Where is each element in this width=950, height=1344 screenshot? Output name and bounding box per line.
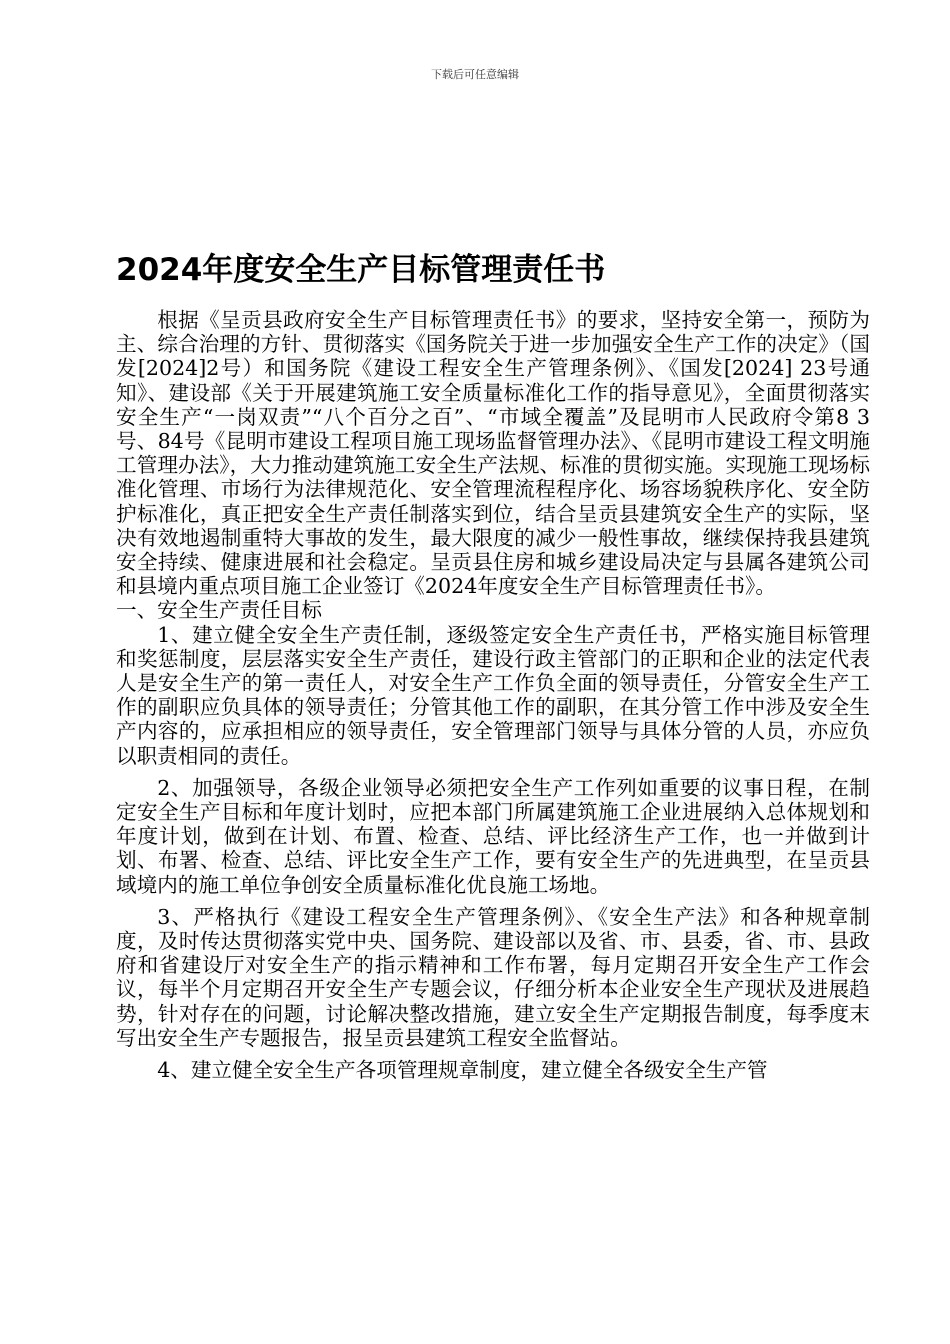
item-paragraph-2: 2、加强领导，各级企业领导必须把安全生产工作列如重要的议事日程，在制定安全生产目标和年度计划时，应把本部门所属建筑施工企业进展纳入总体规划和年度计划，做到在计划、布置、检查、总结、评比经济生产工作，也一并做到计划、布署、检查、总结、评比安全生产工作，要有安全生产的先进典型，在呈贡县域境内的施工单位争创安全质量标准化优良施工场地。 bbox=[116, 775, 870, 897]
item-paragraph-3: 3、严格执行《建设工程安全生产管理条例》、《安全生产法》和各种规章制度，及时传达贯彻落实党中央、国务院、建设部以及省、市、县委，省、市、县政府和省建设厅对安全生产的指示精神和工作布署，每月定期召开安全生产工作会议，每半个月定期召开安全生产专题会议，仔细分析本企业安全生产现状及进展趋势，针对存在的问题，讨论解决整改措施，建立安全生产定期报告制度，每季度末写出安全生产专题报告，报呈贡县建筑工程安全监督站。 bbox=[116, 904, 870, 1050]
document-body bbox=[116, 250, 870, 1082]
intro-paragraph: 根据《呈贡县政府安全生产目标管理责任书》的要求，坚持安全第一，预防为主、综合治理的方针、贯彻落实《国务院关于进一步加强安全生产工作的决定》（国发[2024]2号）和国务院《建设工程安全生产管理条例》、《国发[2024] 23号通知》、建设部《关于开展建筑施工安全质量标准化工作的指导意见》，全面贯彻落实安全生产“一岗双责”“八个百分之百”、“市域全覆盖”及昆明市人民政府令第8 3号、84号《昆明市建设工程项目施工现场监督管理办法》、《昆明市建设工程文明施工管理办法》，大力推动建筑施工安全生产法规、标准的贯彻实施。实现施工现场标准化管理、市场行为法律规范化、安全管理流程程序化、场容场貌秩序化、安全防护标准化，真正把安全生产责任制落实到位，结合呈贡县建筑安全生产的实际，坚决有效地遏制重特大事故的发生，最大限度的减少一般性事故，继续保持我县建筑安全持续、健康进展和社会稳定。呈贡县住房和城乡建设局决定与县属各建筑公司和县境内重点项目施工企业签订《2024年度安全生产目标管理责任书》。 bbox=[116, 308, 870, 599]
item-paragraph-4: 4、建立健全安全生产各项管理规章制度，建立健全各级安全生产管 bbox=[157, 1058, 768, 1083]
item-paragraph-1: 1、建立健全安全生产责任制，逐级签定安全生产责任书，严格实施目标管理和奖惩制度，层层落实安全生产责任，建设行政主管部门的正职和企业的法定代表人是安全生产的第一责任人，对安全生产工作负全面的领导责任，分管安全生产工作的副职应负具体的领导责任；分管其他工作的副职，在其分管工作中涉及安全生产内容的，应承担相应的领导责任，安全管理部门领导与具体分管的人员，亦应负以职责相同的责任。 bbox=[116, 622, 870, 768]
document-title: 2024年度安全生产目标管理责任书 bbox=[116, 252, 606, 288]
section-heading-1: 一、安全生产责任目标 bbox=[116, 598, 322, 623]
header-note: 下载后可任意编辑 bbox=[431, 68, 519, 81]
